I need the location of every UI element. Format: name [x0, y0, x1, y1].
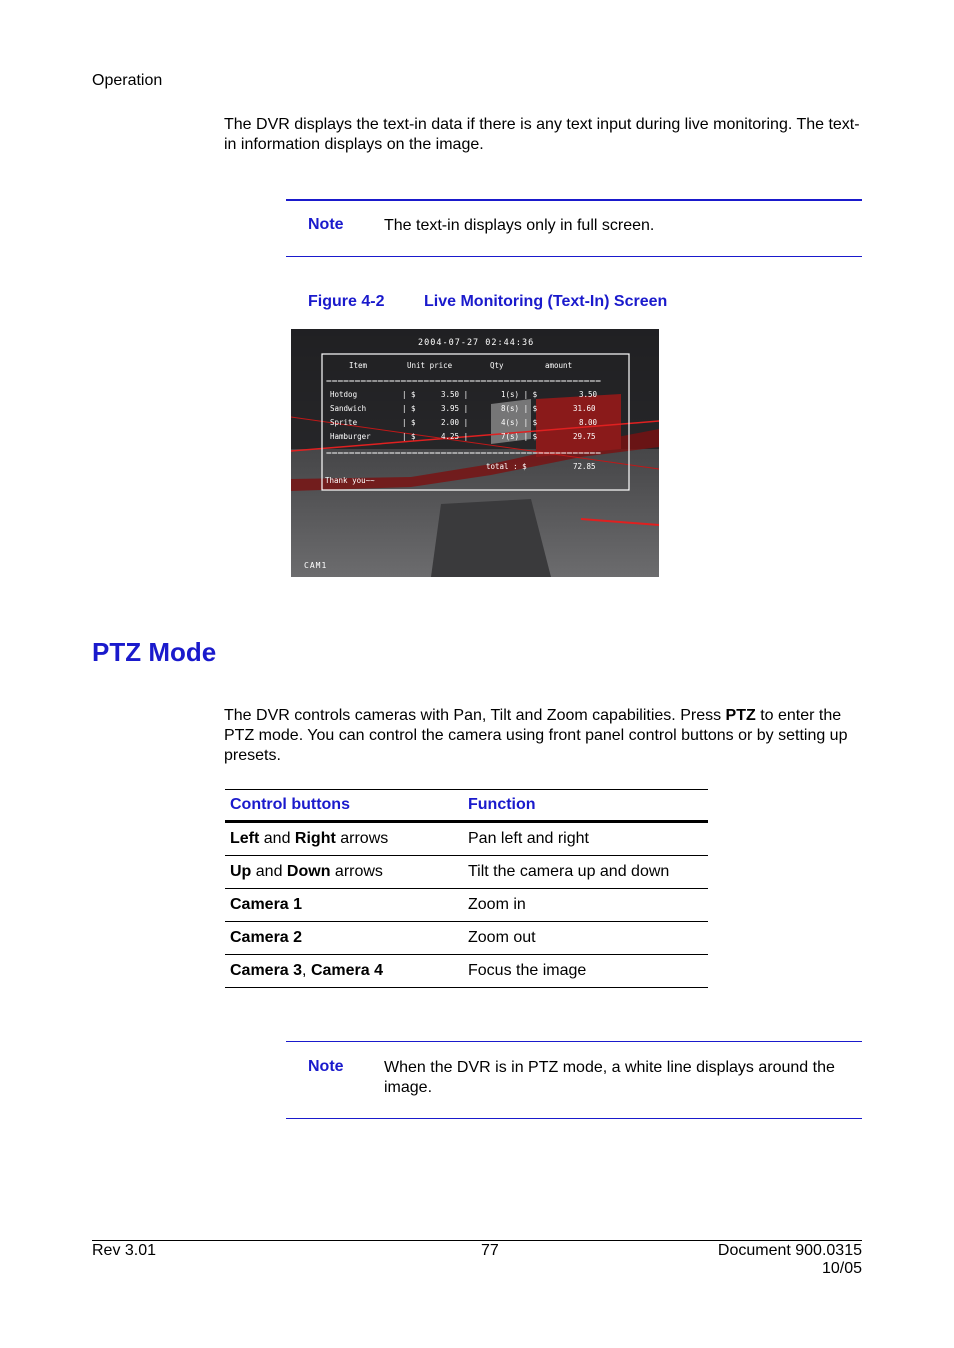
table-row [225, 856, 708, 889]
item-name: Sandwich [330, 404, 367, 413]
live-monitoring-screen [291, 329, 659, 577]
col-header-item: Item [349, 361, 368, 370]
control-key: Down [286, 863, 331, 880]
function-cell: Zoom in [463, 889, 708, 922]
unit-price: 4.25 | [441, 432, 469, 441]
col-header-qty: Qty [490, 361, 504, 370]
unit-price: 3.50 | [441, 390, 469, 399]
table-header-row [225, 790, 708, 822]
ptz-key-name: PTZ [725, 707, 756, 724]
control-buttons-table [225, 789, 708, 988]
footer-document-date: 10/05 [821, 1260, 862, 1277]
qty: 4(s) | $ [501, 418, 538, 427]
amount: 8.00 [579, 418, 598, 427]
intro-paragraph: The DVR displays the text-in data if there is any text input during live monitoring. The text-in information displays on the image. [224, 116, 860, 153]
item-name: Sprite [330, 418, 358, 427]
note-box-1 [286, 199, 862, 257]
control-joiner: and [259, 830, 295, 847]
separator-top: ================================================ [326, 378, 602, 385]
control-key: Right [294, 830, 336, 847]
function-cell: Zoom out [463, 922, 708, 955]
timestamp-overlay: 2004-07-27 02:44:36 [418, 338, 535, 348]
camera-label: CAM1 [304, 561, 328, 570]
control-key: Camera 4 [310, 962, 383, 979]
currency: | $ [402, 432, 416, 441]
currency: | $ [402, 418, 416, 427]
currency: | $ [402, 390, 416, 399]
qty: 1(s) | $ [501, 390, 538, 399]
thank-you-text: Thank you~~ [325, 476, 375, 485]
function-cell: Focus the image [463, 955, 708, 988]
col-header-unit-price: Unit price [407, 361, 453, 370]
control-cell [225, 889, 463, 922]
note-label: Note [308, 216, 344, 233]
control-key: Left [230, 830, 260, 847]
figure-number: Figure 4-2 [308, 293, 385, 310]
footer-page-number: 77 [481, 1242, 499, 1259]
ptz-intro-after: to enter the PTZ mode. You can control the camera using front panel control buttons or by setting up presets. [224, 707, 848, 764]
note-label: Note [308, 1058, 344, 1075]
control-joiner: and [251, 863, 287, 880]
footer-document [718, 1242, 862, 1278]
total-value: 72.85 [573, 462, 596, 471]
footer-rule [92, 1240, 862, 1241]
total-label: total : $ [486, 462, 527, 471]
ptz-intro-before: The DVR controls cameras with Pan, Tilt and Zoom capabilities. Press [224, 707, 726, 724]
function-cell: Tilt the camera up and down [463, 856, 708, 889]
amount: 31.60 [573, 404, 596, 413]
table-row [225, 889, 708, 922]
note-box-2 [286, 1041, 862, 1119]
currency: | $ [402, 404, 416, 413]
table-row [225, 955, 708, 988]
col-header-control-buttons: Control buttons [225, 790, 463, 822]
note-top-rule [286, 1041, 862, 1042]
figure-title: Live Monitoring (Text-In) Screen [424, 293, 668, 310]
control-key: Camera 1 [230, 896, 303, 913]
control-cell [225, 922, 463, 955]
footer-document-number: Document 900.0315 [717, 1242, 862, 1259]
footer-revision: Rev 3.01 [92, 1242, 157, 1259]
unit-price: 2.00 | [441, 418, 469, 427]
item-name: Hotdog [330, 390, 358, 399]
control-key: Up [230, 863, 252, 880]
qty: 7(s) | $ [501, 432, 538, 441]
item-name: Hamburger [330, 432, 371, 441]
control-suffix: arrows [335, 830, 389, 847]
separator-bottom: ================================================ [326, 450, 602, 457]
col-header-function: Function [463, 790, 708, 822]
qty: 8(s) | $ [501, 404, 538, 413]
running-header: Operation [92, 72, 163, 89]
unit-price: 3.95 | [441, 404, 469, 413]
control-key: Camera 2 [230, 929, 303, 946]
function-cell: Pan left and right [463, 822, 708, 856]
note-bottom-rule [286, 1118, 862, 1119]
ptz-intro-paragraph [224, 706, 864, 766]
control-joiner: , [302, 962, 311, 979]
control-cell [225, 955, 463, 988]
amount: 29.75 [573, 432, 596, 441]
section-title: PTZ Mode [92, 637, 217, 667]
amount: 3.50 [579, 390, 598, 399]
desk [431, 499, 551, 577]
table-row [225, 922, 708, 955]
control-cell [225, 822, 463, 856]
col-header-amount: amount [545, 361, 573, 370]
control-cell [225, 856, 463, 889]
control-suffix: arrows [330, 863, 383, 880]
note-text: When the DVR is in PTZ mode, a white line displays around the image. [384, 1059, 835, 1096]
note-top-rule [286, 199, 862, 201]
note-text: The text-in displays only in full screen. [384, 217, 655, 234]
table-row [225, 822, 708, 856]
control-key: Camera 3 [230, 962, 303, 979]
note-bottom-rule [286, 256, 862, 257]
